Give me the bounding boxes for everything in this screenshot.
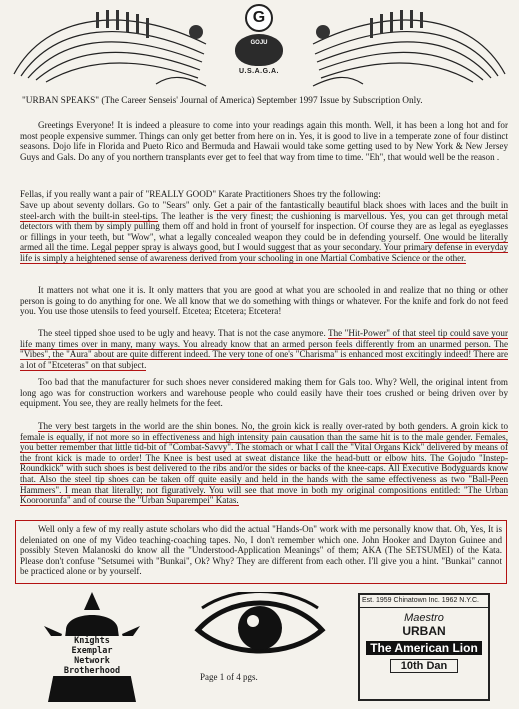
eye-illustration xyxy=(190,592,330,664)
shoes-text-c: The leather is the very finest; the cushioning is marvellous. Yes, you can get through metal detectors with them by simply pulling them off and hold in front of yourself for inspection. Of course they are as legal as eyeglasses or fillings in your teeth, but "Wow", what a legally concealed weapon they could be in defending yourself. xyxy=(20,210,508,242)
greeting-paragraph: Greetings Everyone! It is indeed a pleasure to come into your readings again this month. Well, it has been a long hot and for most people expensive summer. Things can only get better from here on in. Yes, it is good to live in a temperate zone of four distinct seasons. Dojo life in Florida and Pueto Rico and Bermuda and Hawaii would take some getting used to by New York & New Jersey Guys and Gals. Do any of you northern transplants ever get to feel that way from time to time. "Eh", that would well be the reason . xyxy=(20,120,508,162)
logo-line-3: Network xyxy=(74,656,110,666)
journal-header: "URBAN SPEAKS" (The Career Senseis' Journal of America) September 1997 Issue by Subscription Only. xyxy=(22,96,423,106)
left-wing-illustration xyxy=(6,4,216,94)
matters-paragraph: It matters not what one it is. It only matters that you are good at what you are schooled in and realize that no thing or other person is going to do anything for one. We all know that we do something with things or whatever. For the knife and fork do not feed you. You use those utensils to feed yourself. Etcetea; Etcetera; Etcetera! xyxy=(20,285,508,317)
too-bad-paragraph: Too bad that the manufacturer for such shoes never considered making them for Gals too. Why? Well, the original intent from long ago was for construction workers and warehouse people who could easily have their toes crushed or being driven over by equipment. You see, they are really helmets for the feet. xyxy=(20,377,508,409)
boxed-note xyxy=(15,520,507,584)
logo-line-1: Knights xyxy=(74,636,110,646)
usaga-emblem xyxy=(228,4,290,86)
shoes-text-a: Save up about seventy dollars. Go to "Sears" only. xyxy=(20,200,214,210)
shoes-underline-a: Get a pair of the fantastically beautiful black shoes with laces and the built in steel-arch with the built-in steel-tips. xyxy=(20,200,508,221)
maestro-stamp xyxy=(358,593,490,701)
emblem-name: U.S.A.G.A. xyxy=(238,68,279,75)
shoes-underline-d: One would be literally armed all the time. Legal pepper spray is always good, but I would suggest that as your secondary. Your primary defense in everyday life is simply a heightened sense of awareness derived from your schooling in one Martial Combative Science or the other. xyxy=(20,231,508,263)
stamp-established: Est. 1959 Chinatown Inc. 1962 N.Y.C. xyxy=(360,595,488,608)
emblem-letter: G xyxy=(245,4,273,32)
stamp-american-lion: The American Lion xyxy=(366,641,482,655)
steel-underline-b: The "Hit-Power" of that steel tip could save your life many times over in many, many ways. You already know that an armed person feels differently from an unarmed person. The "Vibes", the "Aura" about are quite different indeed. The very tone of one's "Charisma" is enhanced most excitingly indeed! There are a lot of "Etceteras" on that subject. xyxy=(20,328,508,370)
stamp-rank: 10th Dan xyxy=(390,659,458,673)
shoes-paragraph xyxy=(20,200,508,264)
boxed-note-text: Well only a few of my really astute scholars who did the actual "Hands-On" work with me personally know that. Oh, Yes, It is deleniated on one of my Video teaching-coaching tapes. No, I don't remember which one. John Hooker and Dayton Guinee and possibly Steven Malanoski do know all the "Understood-Application Meanings" of them; AKA (The SETSUMEI) of the Kata. Please don't confuse "Setsumei with "Bunkai", Ok? Why? They are different from each other. I'll give you a hint. "Bunkai" cannot be practiced alone or by yourself. xyxy=(20,524,502,576)
targets-paragraph xyxy=(20,421,508,506)
stamp-maestro: Maestro xyxy=(404,612,444,624)
page-number: Page 1 of 4 pgs. xyxy=(200,672,258,682)
emblem-badge: GOJU xyxy=(235,34,283,66)
logo-line-2: Exemplar xyxy=(71,646,113,656)
shoes-intro: Fellas, if you really want a pair of "REALLY GOOD" Karate Practitioners Shoes try the following: xyxy=(20,189,381,199)
logo-line-4: Brotherhood xyxy=(63,666,121,676)
steel-text-a: The steel tipped shoe used to be ugly and heavy. That is not the case anymore. xyxy=(38,328,329,338)
knights-logo-text xyxy=(42,636,142,676)
right-wing-illustration xyxy=(303,4,513,94)
targets-underlined-text: The very best targets in the world are the shin bones. No, the groin kick is really over-rated by both genders. A groin kick to female is equally, if not more so in effectiveness and high intensity pain causation than the same hit is to the male gender. Females, you better remember that little tid-bit of "Combat-Savvy". The stomach or what I call the "Vital Organs Kick" delivered by means of the front kick is made to order! The Knee is best used at sweat distance like the head-butt or elbow hits. The Gojudo "Instep-Roundkick" with such shoes is best delivered to the ribs and/or the sides or backs of the knee-caps. All Executive Bodyguards know that. Also the steel tip shoes can be taken off quite easily and held in the hands with the same effectiveness as two "Ball-Peen Hammers". I mean that literally; not figuratively. You will see that move in both my original compositions entitled: "The Urban Kooroorunfa" and of course the "Urban Suparempei" Katas. xyxy=(20,421,508,506)
steel-paragraph xyxy=(20,328,508,370)
stamp-urban: URBAN xyxy=(402,624,446,638)
